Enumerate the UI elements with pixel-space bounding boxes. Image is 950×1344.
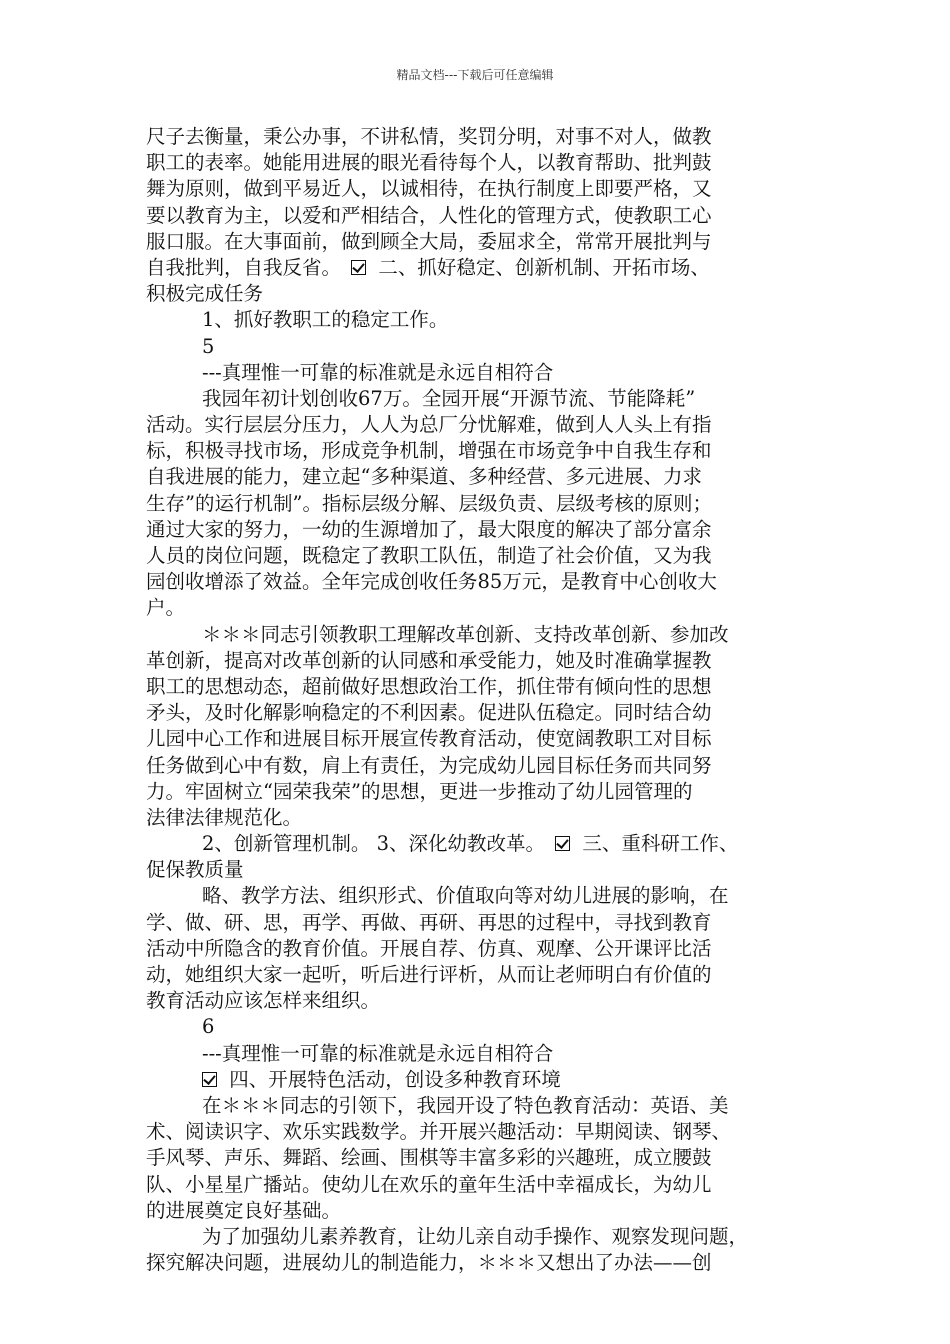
checkbox-icon [555,836,570,851]
subsection-heading: 1、抓好教职工的稳定工作。 [202,308,449,332]
section-heading: 三、重科研工作、 [582,832,739,856]
text-line: 教育活动应该怎样来组织。 [146,989,381,1013]
text-line: 职工的思想动态，超前做好思想政治工作，抓住带有倾向性的思想 [146,674,712,698]
section-heading: 积极完成任务 [146,282,264,306]
text-line: 术、阅读识字、欢乐实践数学。并开展兴趣活动：早期阅读、钢琴、 [146,1120,732,1144]
text-line: 尺子去衡量，秉公办事，不讲私情，奖罚分明，对事不对人，做教 [146,125,712,148]
text-line: 我园年初计划创收67万。全园开展“开源节流、节能降耗” [202,386,696,410]
section-heading: 促保教质量 [146,858,244,882]
text-line: 动，她组织大家一起听，听后进行评析，从而让老师明白有价值的 [146,963,712,986]
text-line: 活动。实行层层分压力，人人为总厂分忧解难，做到人人头上有指 [146,413,712,437]
text-line: 学、做、研、思，再学、再做、再研、再思的过程中，寻找到教育 [146,910,712,934]
text-line [146,255,826,281]
text-line: 儿园中心工作和进展目标开展宣传教育活动，使宽阔教职工对目标 [146,727,712,751]
subsection-heading: 2、创新管理机制。 3、深化幼教改革。 [202,832,546,856]
text-line: 标，积极寻找市场，形成竞争机制，增强在市场竞争中自我生存和 [146,439,712,463]
text-line: 队、小星星广播站。使幼儿在欢乐的童年生活中幸福成长，为幼儿 [146,1172,712,1196]
text-span: 自我批判，自我反省。 [146,255,342,279]
text-line: 探究解决问题，进展幼儿的制造能力，＊＊＊又想出了办法——创 [146,1251,712,1275]
document-body [146,124,826,1276]
section-heading: 四、开展特色活动，创设多种教育环境 [229,1067,561,1091]
text-line: 服口服。在大事面前，做到顾全大局，委屈求全，常常开展批判与 [146,229,712,253]
text-line [146,1067,826,1093]
text-line: 在＊＊＊同志的引领下，我园开设了特色教育活动：英语、美 [202,1093,729,1117]
page-footer-quote: ---真理惟一可靠的标准就是永远自相符合 [202,1041,554,1065]
page-number: 6 [202,1015,215,1039]
text-line: 法律法律规范化。 [146,805,303,829]
text-line: 户。 [146,596,186,620]
text-line: 革创新，提高对改革创新的认同感和承受能力，她及时准确掌握教 [146,648,712,672]
text-line: 活动中所隐含的教育价值。开展自荐、仿真、观摩、公开课评比活 [146,936,712,960]
text-line: 手风琴、声乐、舞蹈、绘画、围棋等丰富多彩的兴趣班，成立腰鼓 [146,1146,712,1170]
text-line: 自我进展的能力，建立起“多种渠道、多种经营、多元进展、力求 [146,465,702,489]
text-line: 任务做到心中有数，肩上有责任，为完成幼儿园目标任务而共同努 [146,753,712,777]
section-heading: 二、抓好稳定、创新机制、开拓市场、 [378,255,710,279]
text-line [146,831,826,857]
text-line: 舞为原则，做到平易近人，以诚相待，在执行制度上即要严格，又 [146,177,712,201]
text-line: 矛头，及时化解影响稳定的不利因素。促进队伍稳定。同时结合幼 [146,701,712,725]
text-line: 力。牢固树立“园荣我荣”的思想，更进一步推动了幼儿园管理的 [146,779,693,803]
page-number: 5 [202,334,215,358]
text-line: 职工的表率。她能用进展的眼光看待每个人，以教育帮助、批判鼓 [146,151,712,175]
text-line: 园创收增添了效益。全年完成创收任务85万元，是教育中心创收大 [146,570,717,594]
page-footer-quote: ---真理惟一可靠的标准就是永远自相符合 [202,360,554,384]
checkbox-icon [351,260,366,275]
text-line: 生存”的运行机制”。指标层级分解、层级负责、层级考核的原则； [146,491,712,515]
text-line: 要以教育为主，以爱和严相结合，人性化的管理方式，使教职工心 [146,203,712,227]
text-line: ＊＊＊同志引领教职工理解改革创新、支持改革创新、参加改 [202,622,729,646]
page-header: 精品文档---下载后可任意编辑 [396,68,554,82]
text-line: 为了加强幼儿素养教育，让幼儿亲自动手操作、观察发现问题， [202,1224,749,1248]
checkbox-icon [202,1072,217,1087]
text-line: 略、教学方法、组织形式、价值取向等对幼儿进展的影响，在 [202,884,729,908]
text-line: 人员的岗位问题，既稳定了教职工队伍，制造了社会价值，又为我 [146,544,712,567]
text-line: 的进展奠定良好基础。 [146,1198,342,1222]
text-line: 通过大家的努力，一幼的生源增加了，最大限度的解决了部分富余 [146,517,712,541]
